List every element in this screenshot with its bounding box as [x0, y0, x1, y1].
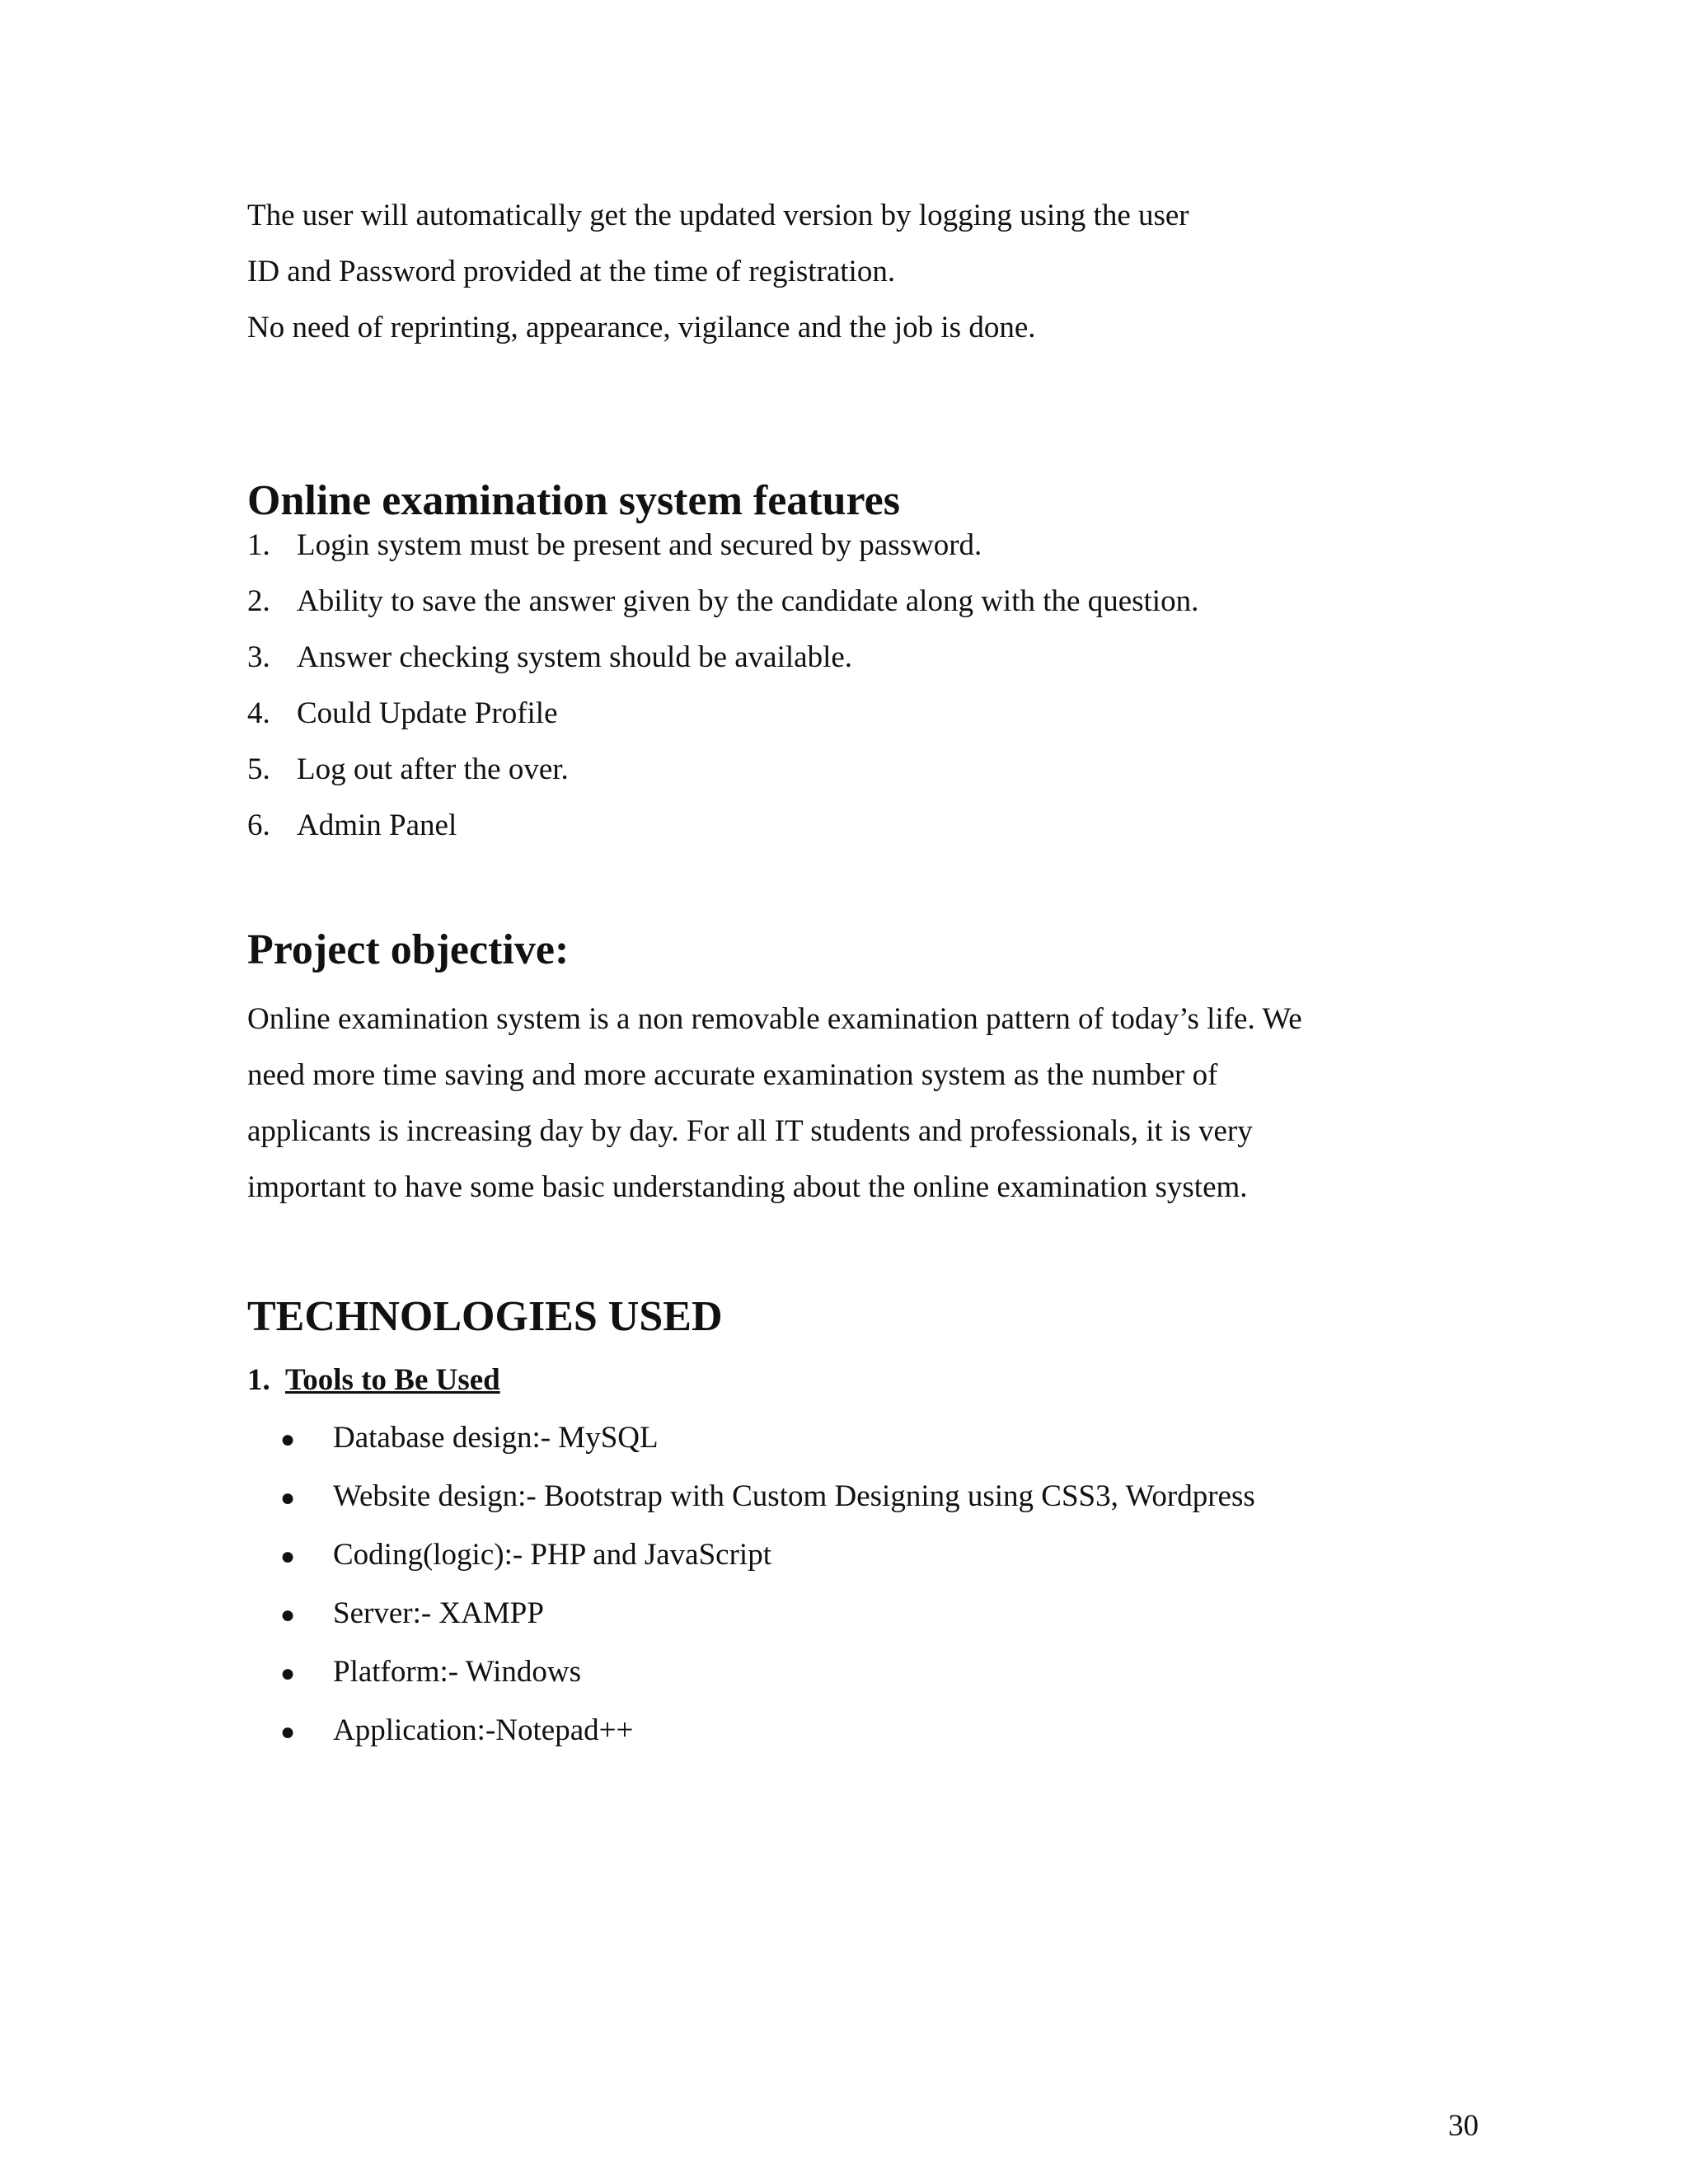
tool-item	[280, 1479, 1255, 1516]
tool-item	[280, 1713, 633, 1750]
objective-line: need more time saving and more accurate examination system as the number of	[247, 1058, 1218, 1092]
page-number: 30	[1448, 2109, 1479, 2143]
intro-line: No need of reprinting, appearance, vigilance and the job is done.	[247, 311, 1036, 344]
feature-item	[247, 696, 558, 732]
features-heading: Online examination system features	[247, 477, 900, 524]
feature-text: Answer checking system should be available.	[297, 640, 853, 674]
feature-item	[247, 640, 852, 676]
feature-number: 3.	[247, 640, 270, 674]
tool-item	[280, 1596, 544, 1633]
objective-line: Online examination system is a non removable examination pattern of today’s life. We	[247, 1002, 1302, 1036]
feature-item	[247, 527, 982, 564]
tool-text: Website design:- Bootstrap with Custom Designing using CSS3, Wordpress	[333, 1479, 1255, 1513]
feature-item	[247, 752, 569, 788]
tool-text: Database design:- MySQL	[333, 1421, 659, 1455]
feature-number: 6.	[247, 808, 270, 842]
bullet-icon: ●	[280, 1660, 296, 1687]
feature-number: 1.	[247, 528, 270, 562]
tool-item	[280, 1654, 581, 1692]
feature-text: Log out after the over.	[297, 752, 569, 786]
bullet-icon: ●	[280, 1484, 296, 1511]
bullet-icon: ●	[280, 1718, 296, 1746]
feature-number: 2.	[247, 584, 270, 618]
feature-text: Ability to save the answer given by the candidate along with the question.	[297, 584, 1199, 618]
feature-item	[247, 808, 457, 844]
tool-item	[280, 1420, 659, 1458]
objective-line: important to have some basic understanding about the online examination system.	[247, 1170, 1248, 1204]
bullet-icon: ●	[280, 1426, 296, 1453]
bullet-icon: ●	[280, 1543, 296, 1570]
feature-text: Login system must be present and secured by password.	[297, 528, 982, 562]
tool-text: Server:- XAMPP	[333, 1596, 544, 1630]
intro-line: The user will automatically get the updated version by logging using the user	[247, 199, 1189, 232]
feature-text: Admin Panel	[297, 808, 457, 842]
tools-subheading	[247, 1362, 500, 1399]
intro-line: ID and Password provided at the time of registration.	[247, 255, 896, 288]
tool-text: Platform:- Windows	[333, 1655, 582, 1689]
tools-subheading-number: 1.	[247, 1363, 270, 1397]
tool-text: Application:-Notepad++	[333, 1713, 634, 1747]
technologies-heading: TECHNOLOGIES USED	[247, 1293, 723, 1340]
tools-subheading-title: Tools to Be Used	[285, 1363, 500, 1397]
objective-heading: Project objective:	[247, 926, 570, 973]
tool-text: Coding(logic):- PHP and JavaScript	[333, 1538, 771, 1572]
tool-item	[280, 1537, 771, 1575]
feature-text: Could Update Profile	[297, 696, 558, 730]
bullet-icon: ●	[280, 1601, 296, 1629]
objective-line: applicants is increasing day by day. For all IT students and professionals, it is very	[247, 1114, 1253, 1148]
feature-item	[247, 583, 1198, 620]
feature-number: 5.	[247, 752, 270, 786]
feature-number: 4.	[247, 696, 270, 730]
